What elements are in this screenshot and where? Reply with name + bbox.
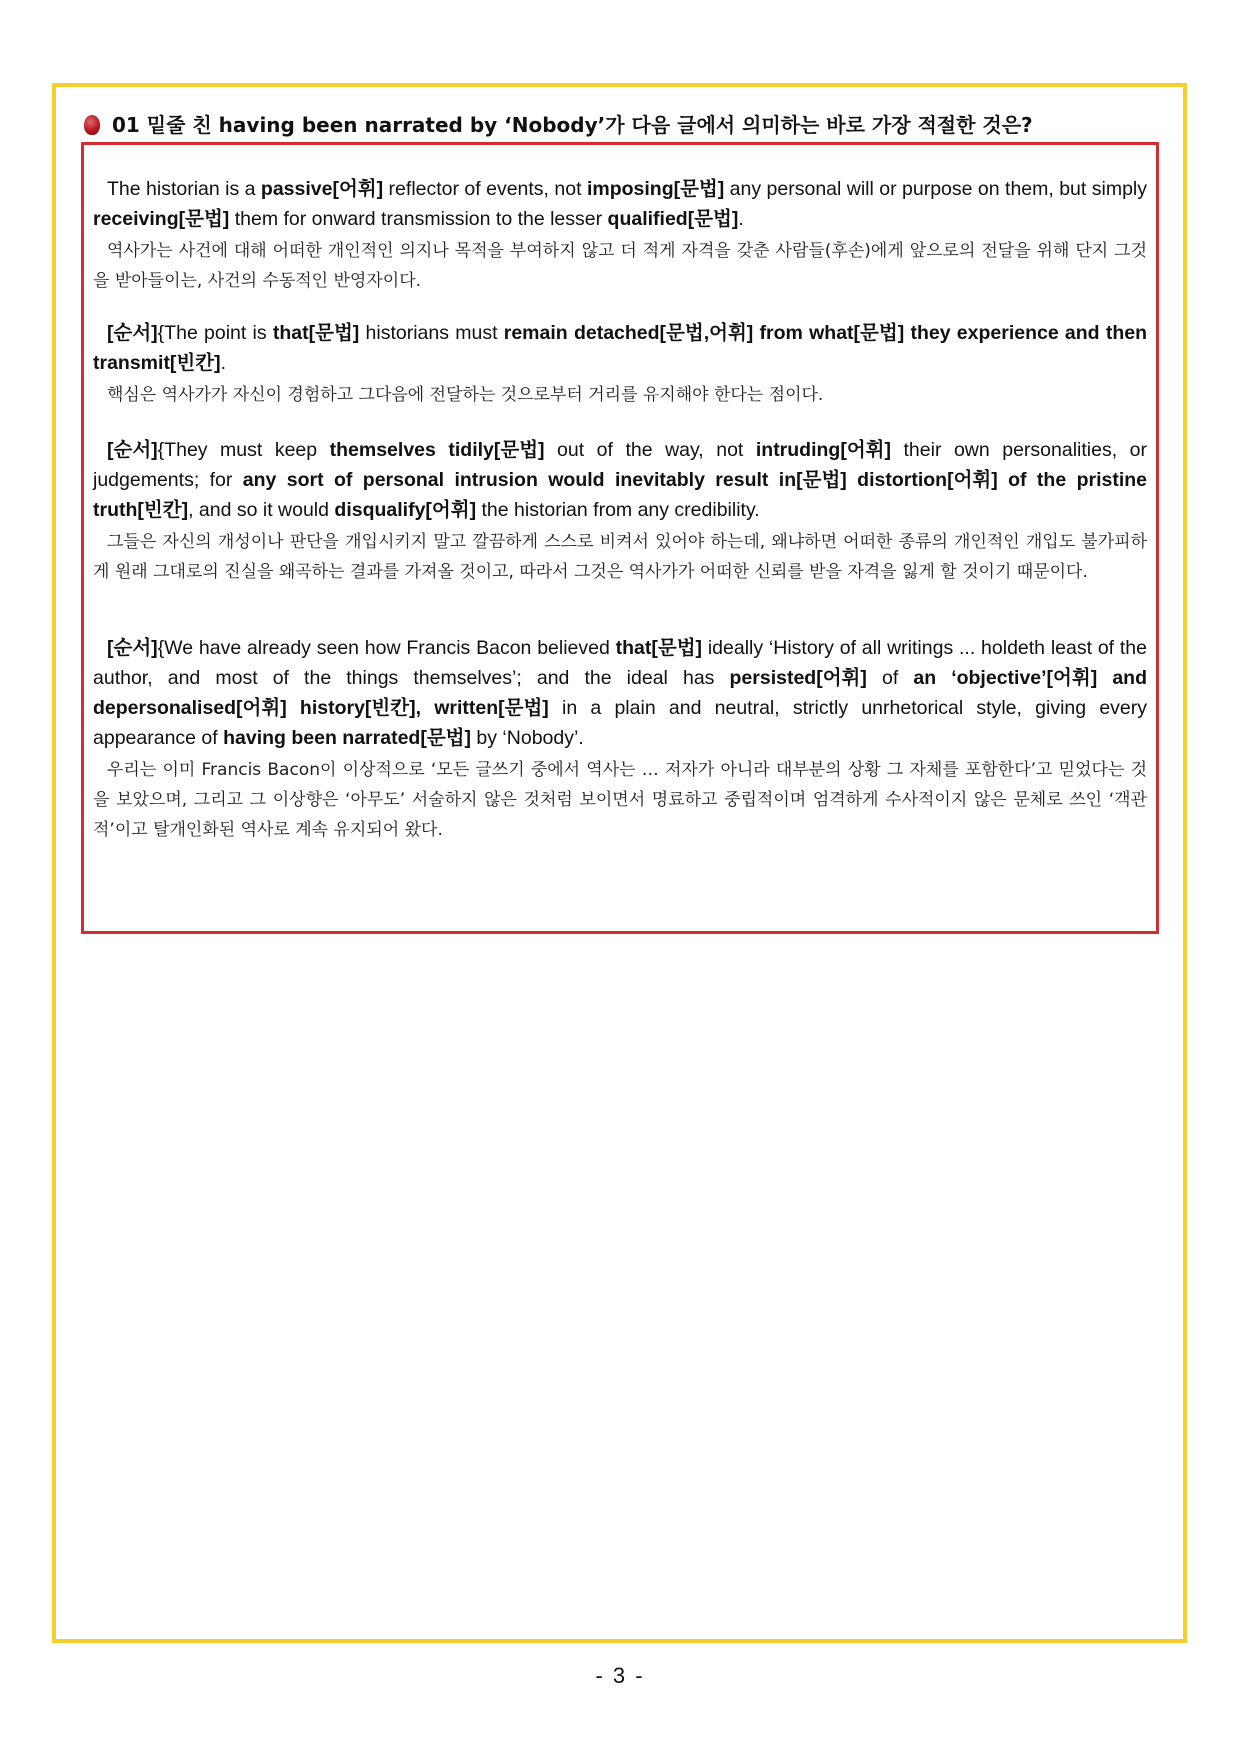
emphasized-phrase: receiving[문법] — [93, 208, 230, 230]
emphasized-phrase: [순서] — [107, 637, 158, 659]
emphasized-phrase: intruding[어휘] — [755, 439, 891, 461]
passage-paragraph-4 — [93, 633, 1147, 845]
korean-translation: 우리는 이미 Francis Bacon이 이상적으로 ‘모든 글쓰기 중에서 역사는 … 저자가 아니라 대부분의 상황 그 자체를 포함한다’고 믿었다는 것을 보았으며, 그리고 그 이상향은 ‘아무도’ 서술하지 않은 것처럼 보이면서 명료하고 중립적이며 엄격하게 수사적이지 않은 문체로 쓰인 ‘객관적’이고 탈개인화된 역사로 계속 유지되어 왔다. — [93, 760, 1147, 840]
emphasized-phrase: disqualify[어휘] — [334, 499, 477, 521]
emphasized-phrase: passive[어휘] — [260, 178, 384, 200]
passage-paragraph-3 — [93, 435, 1147, 587]
text-run: {We have already seen how Francis Bacon believed — [157, 637, 616, 659]
emphasized-phrase: [순서] — [107, 322, 158, 344]
emphasized-phrase: [순서] — [107, 439, 158, 461]
korean-translation: 핵심은 역사가가 자신이 경험하고 그다음에 전달하는 것으로부터 거리를 유지해야 한다는 점이다. — [107, 385, 824, 405]
emphasized-phrase: having been narrated[문법] — [223, 727, 471, 749]
text-run: their own personalities, or judgements; for — [93, 439, 1147, 491]
text-run: historians must — [359, 322, 504, 344]
english-text — [93, 633, 1147, 753]
english-text — [93, 318, 1147, 378]
korean-translation: 역사가는 사건에 대해 어떠한 개인적인 의지나 목적을 부여하지 않고 더 적게 자격을 갖춘 사람들(후손)에게 앞으로의 전달을 위해 단지 그것을 받아들이는, 사건의 수동적인 반영자이다. — [93, 241, 1147, 291]
question-text: 01 밑줄 친 having been narrated by ‘Nobody’가 다음 글에서 의미하는 바로 가장 적절한 것은? — [112, 113, 1033, 137]
question-heading — [84, 112, 1144, 138]
english-text — [93, 435, 1147, 525]
bullet-icon — [84, 115, 100, 135]
text-run: any personal will or purpose on them, but simply — [724, 178, 1147, 200]
text-run: , and so it would — [188, 499, 335, 521]
emphasized-phrase: qualified[문법] — [607, 208, 739, 230]
text-run: {The point is — [157, 322, 273, 344]
emphasized-phrase: imposing[문법] — [586, 178, 725, 200]
text-run: in a plain and neutral, strictly unrhetorical style, giving every appearance of — [93, 697, 1147, 749]
text-run: reflector of events, not — [383, 178, 587, 200]
emphasized-phrase: any sort of personal intrusion would inevitably result in[문법] distortion[어휘] of the pristine truth[빈칸] — [93, 469, 1147, 521]
emphasized-phrase: that[문법] — [272, 322, 360, 344]
text-run: The historian is a — [107, 178, 261, 200]
text-run: {They must keep — [157, 439, 330, 461]
emphasized-phrase: that[문법] — [615, 637, 703, 659]
text-run: ideally ‘History of all writings ... holdeth least of the author, and most of the things themselves’; and the ideal has — [93, 637, 1147, 689]
passage-paragraph-2 — [93, 318, 1147, 410]
text-run: by ‘Nobody’. — [471, 727, 584, 749]
page-number: - 3 - — [595, 1663, 645, 1688]
text-run: the historian from any credibility. — [476, 499, 760, 521]
korean-translation: 그들은 자신의 개성이나 판단을 개입시키지 말고 깔끔하게 스스로 비켜서 있어야 하는데, 왜냐하면 어떠한 종류의 개인적인 개입도 불가피하게 원래 그대로의 진실을 왜곡하는 결과를 가져올 것이고, 따라서 그것은 역사가가 어떠한 신뢰를 받을 자격을 잃게 할 것이기 때문이다. — [93, 532, 1147, 582]
english-text — [93, 174, 1147, 234]
text-run: them for onward transmission to the lesser — [229, 208, 608, 230]
emphasized-phrase: an ‘objective’[어휘] and depersonalised[어휘] history[빈칸], written[문법] — [93, 667, 1147, 719]
text-run: out of the way, not — [544, 439, 756, 461]
emphasized-phrase: persisted[어휘] — [729, 667, 867, 689]
text-run: . — [738, 208, 744, 230]
text-run: of — [866, 667, 914, 689]
passage-paragraph-1 — [93, 174, 1147, 296]
emphasized-phrase: remain detached[문법,어휘] from what[문법] they experience and then transmit[빈칸] — [93, 322, 1148, 374]
emphasized-phrase: themselves tidily[문법] — [329, 439, 545, 461]
text-run: . — [220, 352, 227, 374]
